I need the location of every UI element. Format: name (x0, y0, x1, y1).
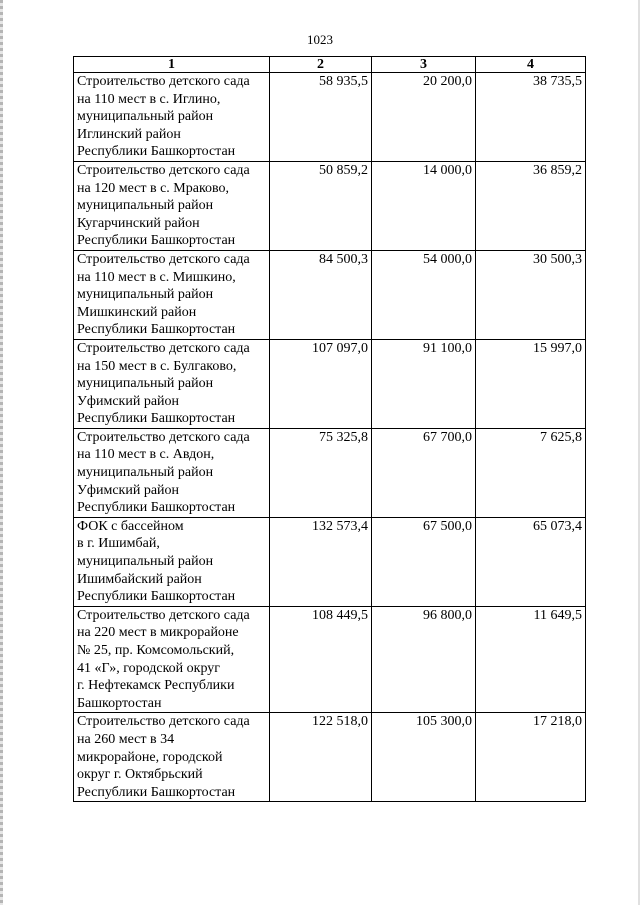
object-name-cell: Строительство детского сада на 260 мест в 34 микрорайоне, городской округ г. Октябрьский Республики Башкортостан (74, 713, 270, 802)
header-cell-2: 2 (270, 57, 372, 73)
value-col2-cell: 84 500,3 (270, 250, 372, 339)
table-row (74, 517, 586, 606)
value-col2-cell: 132 573,4 (270, 517, 372, 606)
value-col4-cell: 11 649,5 (476, 606, 586, 713)
scan-left-edge (0, 0, 3, 905)
value-col2-cell: 50 859,2 (270, 161, 372, 250)
value-col4-cell: 65 073,4 (476, 517, 586, 606)
value-col3-cell: 96 800,0 (372, 606, 476, 713)
value-col3-cell: 67 700,0 (372, 428, 476, 517)
value-col4-cell: 30 500,3 (476, 250, 586, 339)
object-name-cell: Строительство детского сада на 110 мест в с. Авдон, муниципальный район Уфимский район Республики Башкортостан (74, 428, 270, 517)
value-col4-cell: 38 735,5 (476, 73, 586, 162)
value-col4-cell: 7 625,8 (476, 428, 586, 517)
value-col3-cell: 20 200,0 (372, 73, 476, 162)
value-col3-cell: 105 300,0 (372, 713, 476, 802)
page-number: 1023 (307, 32, 333, 47)
header-cell-4: 4 (476, 57, 586, 73)
table-row (74, 713, 586, 802)
value-col2-cell: 107 097,0 (270, 339, 372, 428)
value-col4-cell: 36 859,2 (476, 161, 586, 250)
value-col3-cell: 14 000,0 (372, 161, 476, 250)
value-col4-cell: 17 218,0 (476, 713, 586, 802)
table-row (74, 428, 586, 517)
object-name-cell: Строительство детского сада на 110 мест в с. Мишкино, муниципальный район Мишкинский район Республики Башкортостан (74, 250, 270, 339)
object-name-cell: Строительство детского сада на 220 мест в микрорайоне № 25, пр. Комсомольский, 41 «Г», городской округ г. Нефтекамск Республики Башкортостан (74, 606, 270, 713)
value-col3-cell: 54 000,0 (372, 250, 476, 339)
value-col2-cell: 75 325,8 (270, 428, 372, 517)
table-row (74, 606, 586, 713)
data-table (73, 56, 586, 802)
value-col4-cell: 15 997,0 (476, 339, 586, 428)
object-name-cell: Строительство детского сада на 150 мест в с. Булгаково, муниципальный район Уфимский район Республики Башкортостан (74, 339, 270, 428)
object-name-cell: Строительство детского сада на 110 мест в с. Иглино, муниципальный район Иглинский район Республики Башкортостан (74, 73, 270, 162)
object-name-cell: ФОК с бассейном в г. Ишимбай, муниципальный район Ишимбайский район Республики Башкортостан (74, 517, 270, 606)
value-col2-cell: 108 449,5 (270, 606, 372, 713)
value-col2-cell: 58 935,5 (270, 73, 372, 162)
value-col2-cell: 122 518,0 (270, 713, 372, 802)
table-row (74, 250, 586, 339)
value-col3-cell: 91 100,0 (372, 339, 476, 428)
header-cell-1: 1 (74, 57, 270, 73)
header-cell-3: 3 (372, 57, 476, 73)
header-row (74, 57, 586, 73)
value-col3-cell: 67 500,0 (372, 517, 476, 606)
table-row (74, 73, 586, 162)
object-name-cell: Строительство детского сада на 120 мест в с. Мраково, муниципальный район Кугарчинский район Республики Башкортостан (74, 161, 270, 250)
table-row (74, 161, 586, 250)
table-row (74, 339, 586, 428)
